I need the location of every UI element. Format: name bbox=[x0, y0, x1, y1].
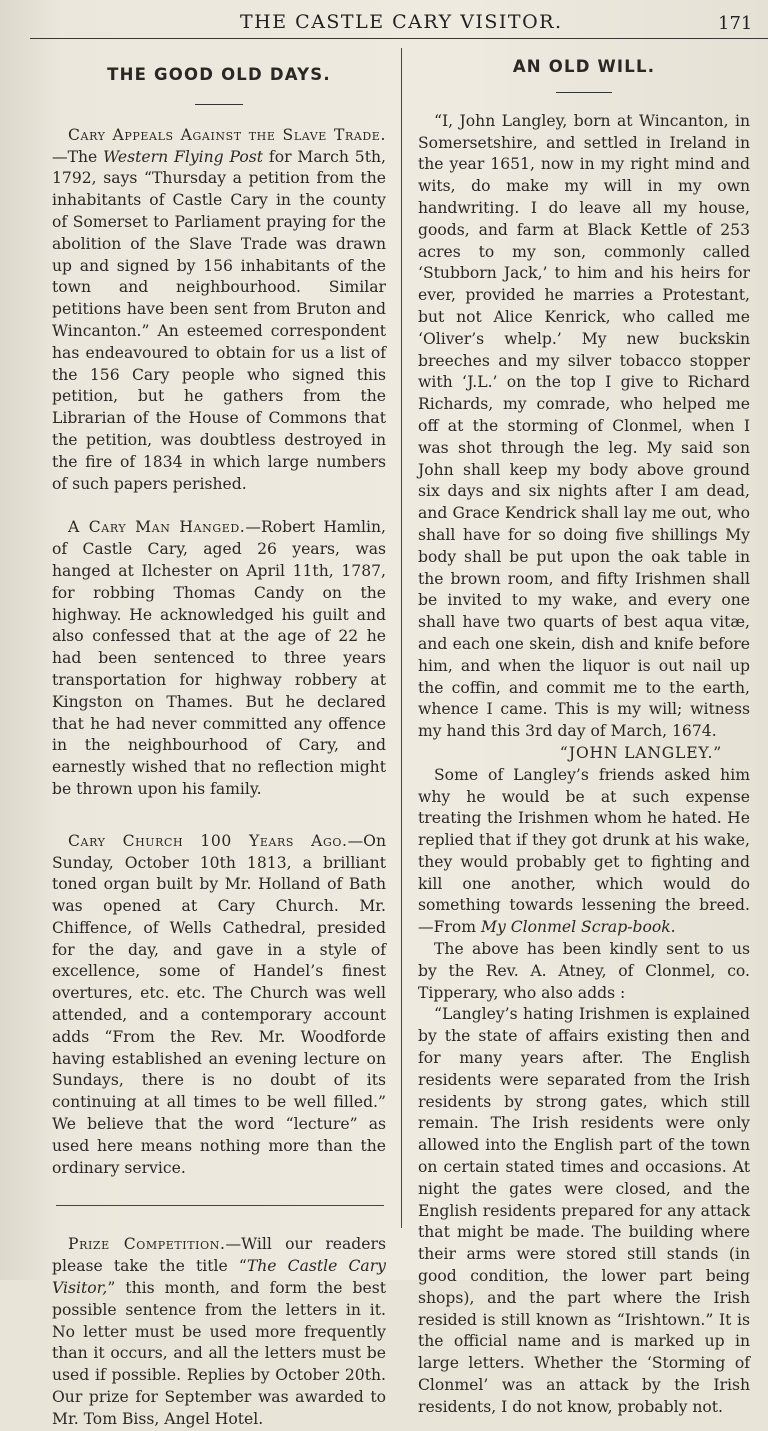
church-body: —On Sunday, October 10th 1813, a brilliant toned organ built by Mr. Holland of Bath was opened at Cary Church. Mr. Chiffence, of Wells Cathedral, presided for the day, and gave in a style of excellence, some of Handel’s finest overtures, etc. etc. The Church was well attended, and a contemporary account adds “From the Rev. Mr. Woodforde having established an evening lecture on Sundays, there is no doubt of its continuing at all times to be well filled.” We believe that the word “lecture” as used here means nothing more than the ordinary service. bbox=[52, 831, 386, 1177]
slave-trade-body: for March 5th, 1792, says “Thursday a petition from the inhabitants of Castle Cary in the county of Somerset to Parliament praying for the abolition of the Slave Trade was drawn up and signed by 156 inhabitants of the town and neighbourhood. Similar petitions have been sent from Bruton and Wincanton.” An esteemed correspondent has endeavoured to obtain for us a list of the 156 Cary people who signed this petition, but he gathers from the Librarian of the House of Commons that the petition, was doubtless destroyed in the fire of 1834 in which large numbers of such papers perished. bbox=[52, 147, 386, 493]
left-column bbox=[52, 56, 386, 1431]
sent-paragraph: The above has been kindly sent to us by the Rev. A. Atney, of Clonmel, co. Tipperary, who also adds : bbox=[418, 940, 750, 1002]
adds-paragraph: “Langley’s hating Irishmen is explained by the state of affairs existing then and for many years after. The English residents were separated from the Irish residents by strong gates, which still remain. The Irish residents were only allowed into the English part of the town on certain stated times and occasions. At night the gates were closed, and the English residents prepared for any attack that might be made. The building where their arms were stored still stands (in good condition, the lower part being shops), and the part where the Irish resided is still known as “Irishtown.” It is the official name and is marked up in large letters. Whether the ‘Storming of Clonmel’ was an attack by the Irish residents, I do not know, probably not. bbox=[418, 1005, 750, 1416]
church-heading: Cary Church 100 Years Ago. bbox=[68, 831, 348, 850]
column-divider bbox=[401, 48, 402, 1228]
prize-body: ” this month, and form the best possible sentence from the letters in it. No letter must be used more frequently than it occurs, and all the letters must be used if possible. Replies by October 20th. Our prize for September was awarded to Mr. Tom Biss, Angel Hotel. bbox=[52, 1279, 386, 1428]
friends-source: My Clonmel Scrap-book. bbox=[481, 918, 676, 937]
will-text: “I, John Langley, born at Wincanton, in Somersetshire, and settled in Ireland in the year 1651, now in my right mind and wits, do make my will in my own handwriting. I do leave all my house, goods, and farm at Black Kettle of 253 acres to my son, commonly called ‘Stubborn Jack,’ to him and his heirs for ever, provided he marries a Protestant, but not Alice Kenrick, who called me ‘Oliver’s whelp.’ My new buckskin breeches and my silver tobacco stopper with ‘J.L.’ on the top I give to Richard Richards, my comrade, who helped me off at the storming of Clonmel, when I was shot through the leg. My said son John shall keep my body above ground six days and six nights after I am dead, and Grace Kendrick shall lay me out, who shall have for so doing five shillings My body shall be put upon the oak table in the brown room, and fifty Irishmen shall be invited to my wake, and every one shall have two quarts of best aqua vitæ, and each one skein, dish and knife before him, and when the liquor is out nail up the coffin, and commit me to the earth, whence I came. This is my will; witness my hand this 3rd day of March, 1674. bbox=[418, 111, 750, 741]
good-old-days-title: THE GOOD OLD DAYS. bbox=[107, 65, 331, 84]
slave-trade-pre: —The bbox=[52, 147, 104, 166]
slave-trade-paragraph bbox=[52, 125, 386, 496]
man-hanged-paragraph bbox=[52, 517, 386, 800]
prize-pre: —Will our readers please take the title “ bbox=[52, 1235, 386, 1276]
running-head bbox=[0, 8, 768, 36]
old-will-title: AN OLD WILL. bbox=[512, 57, 656, 76]
prize-paragraph bbox=[52, 1234, 386, 1430]
slave-trade-heading: Cary Appeals Against the Slave Trade. bbox=[68, 125, 386, 144]
friends-paragraph bbox=[418, 765, 750, 939]
spacer bbox=[52, 801, 386, 831]
title-rule bbox=[195, 104, 243, 105]
title-rule bbox=[556, 92, 612, 93]
prize-heading: Prize Competition. bbox=[68, 1235, 226, 1254]
right-column bbox=[418, 56, 750, 1419]
page-number: 171 bbox=[718, 13, 753, 34]
running-title: THE CASTLE CARY VISITOR. bbox=[240, 11, 563, 33]
spacer bbox=[52, 495, 386, 517]
man-hanged-heading: A Cary Man Hanged. bbox=[68, 518, 246, 537]
header-rule bbox=[30, 38, 768, 39]
church-paragraph bbox=[52, 831, 386, 1180]
friends-text: Some of Langley’s friends asked him why he would be at such expense treating the Irishmen whom he hated. He replied that if they got drunk at his wake, they would probably get to fighting and kill one another, which would do something towards lessening the breed.—From bbox=[418, 765, 750, 937]
will-signature: “JOHN LANGLEY.” bbox=[559, 743, 722, 762]
prize-title-italic: The Castle Cary Visitor, bbox=[52, 1257, 386, 1298]
man-hanged-body: —Robert Hamlin, of Castle Cary, aged 26 years, was hanged at Ilchester on April 11th, 1787, for robbing Thomas Candy on the highway. He acknowledged his guilt and also confessed that at the age of 22 he had been sentenced to three years transportation for highway robbery at Kingston on Thames. But he declared that he had never committed any offence in the neighbourhood of Cary, and earnestly wished that no reflection might be thrown upon his family. bbox=[52, 518, 386, 798]
newspaper-name: Western Flying Post bbox=[103, 147, 264, 166]
section-rule bbox=[56, 1205, 384, 1206]
